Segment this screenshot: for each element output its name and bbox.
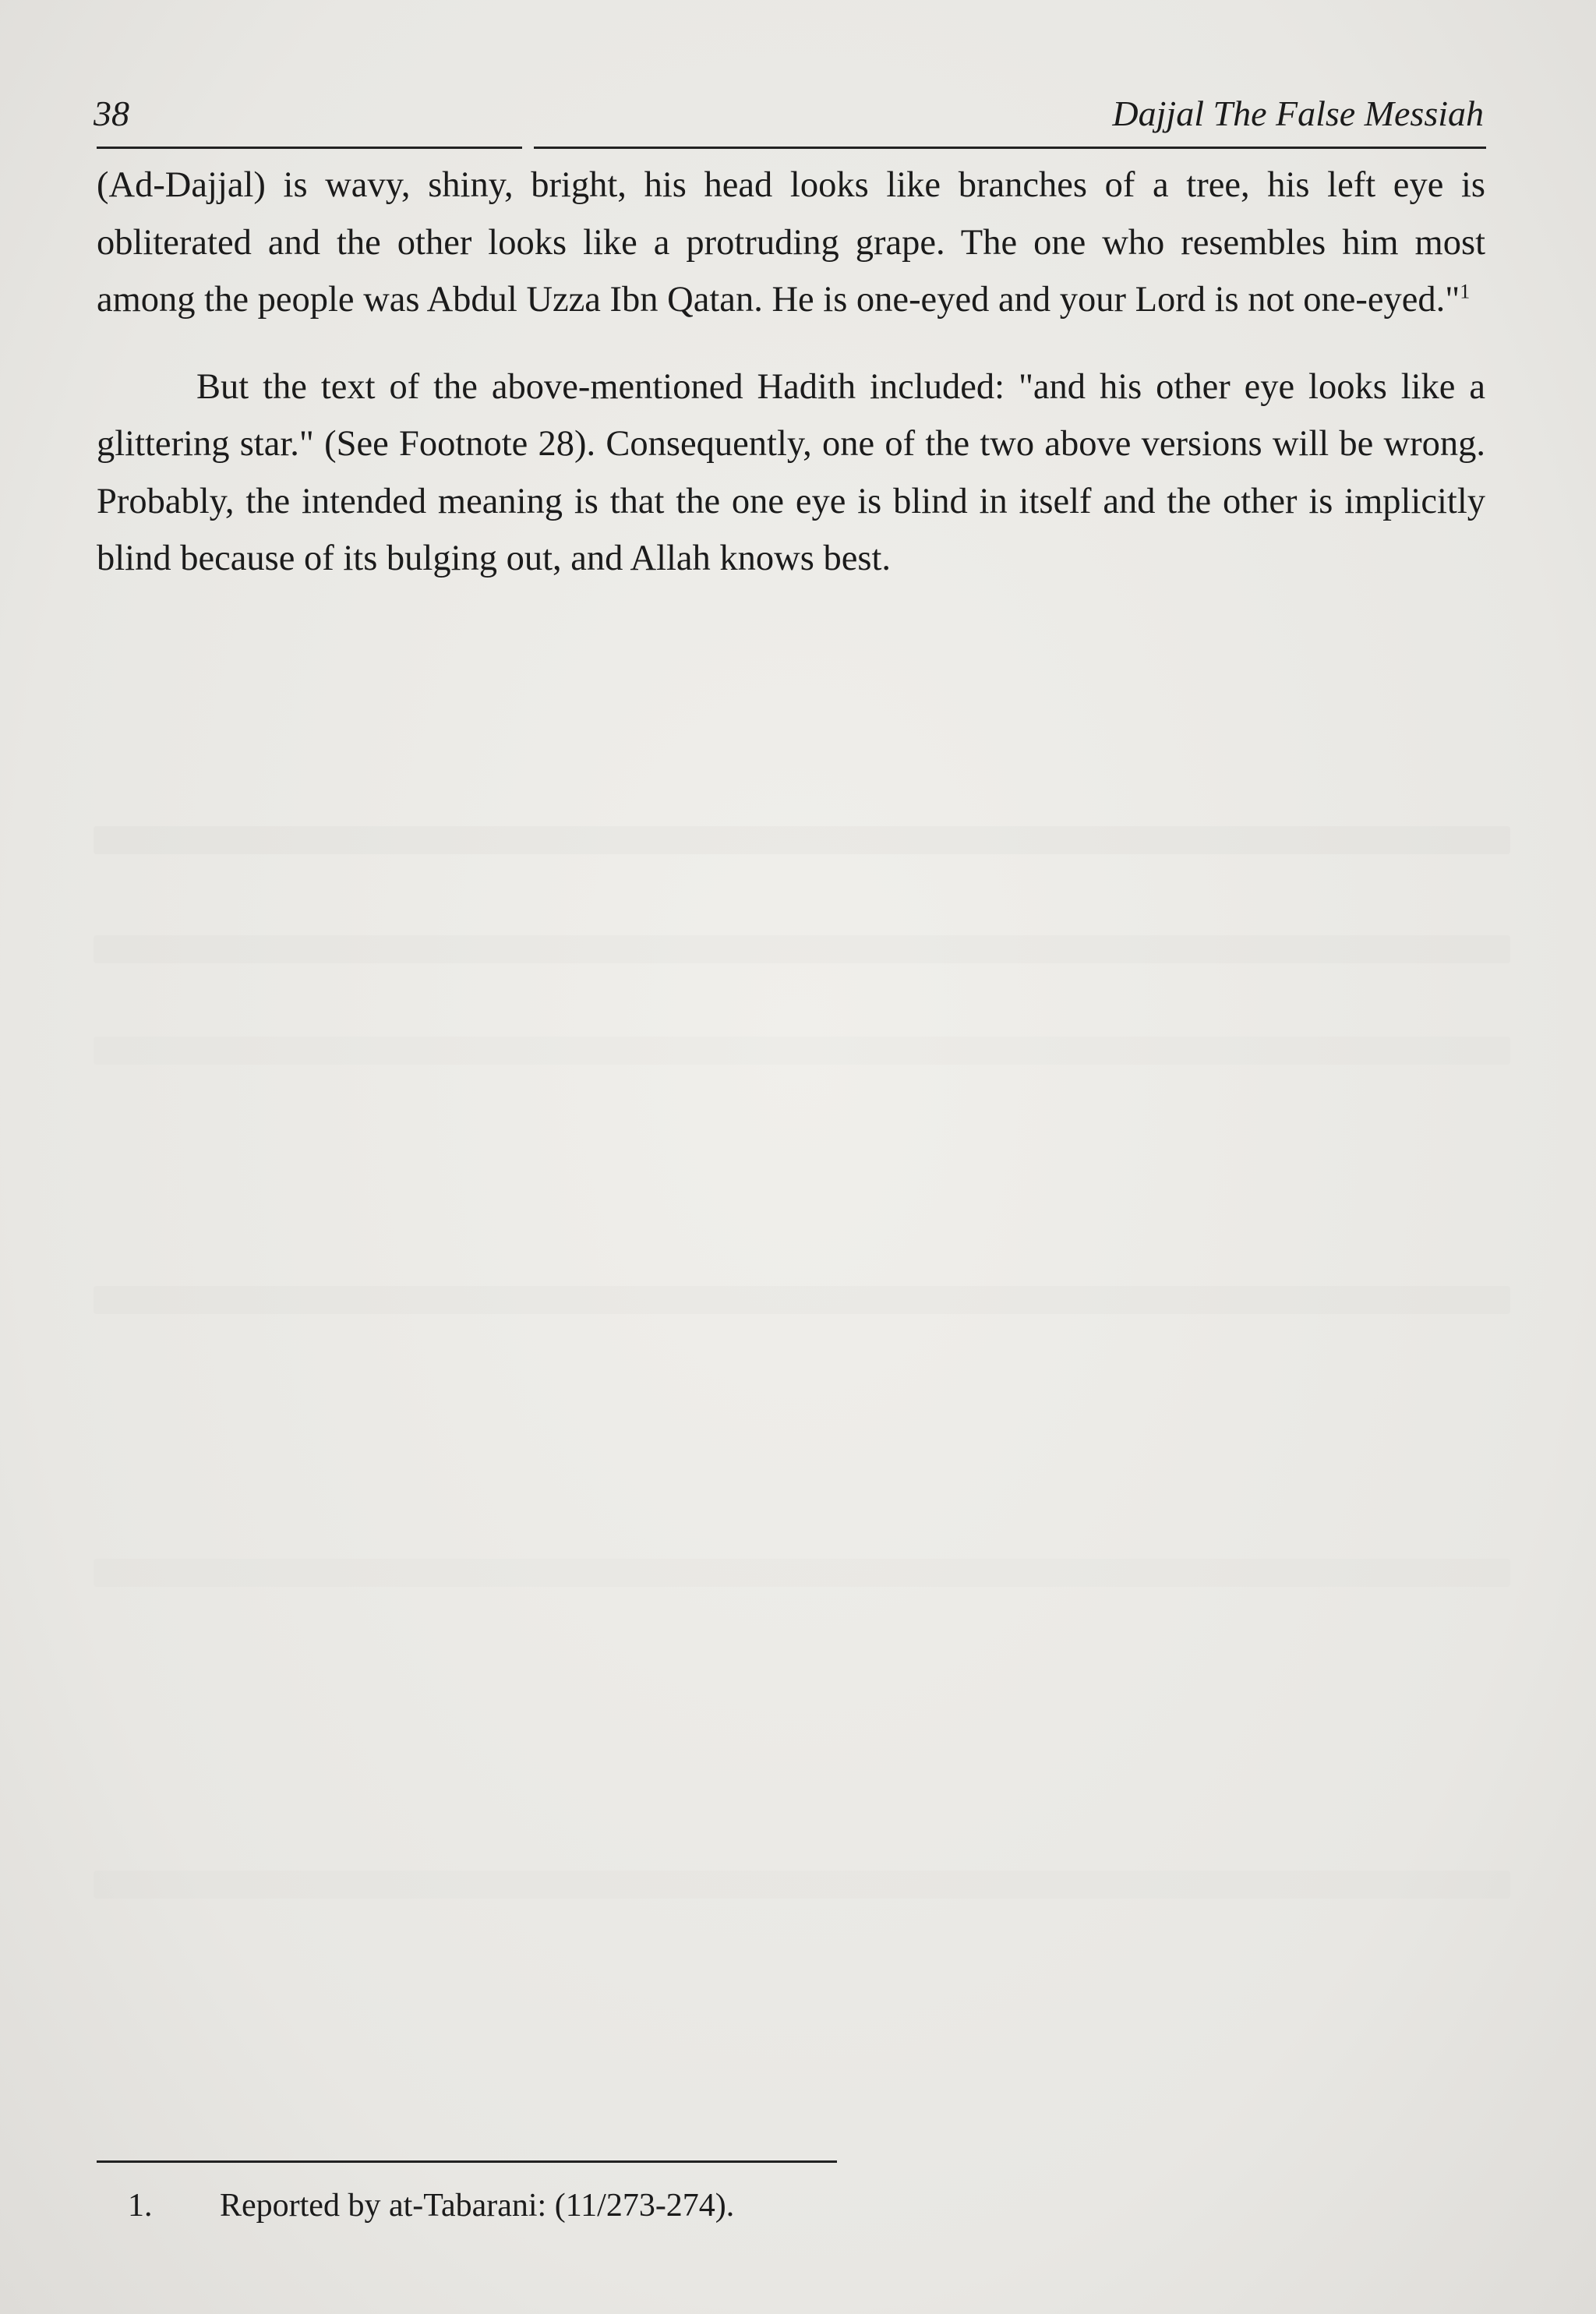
page-number: 38: [94, 94, 129, 133]
bleed-through-texture: [94, 826, 1510, 854]
header-rule: [97, 147, 522, 149]
footnote-rule: [97, 2160, 837, 2163]
bleed-through-texture: [94, 1559, 1510, 1587]
paragraph: But the text of the above-mentioned Hadith included: "and his other eye looks like a glittering star." (See Footnote 28). Consequently, one of the two above versions will be wrong. Probably, the intended meaning is that the one eye is blind in itself and the other is implicitly blind because of its bulging out, and Allah knows best.: [97, 366, 1485, 578]
bleed-through-texture: [94, 935, 1510, 963]
paragraph: [97, 157, 1485, 329]
paragraph-text: (Ad-Dajjal) is wavy, shiny, bright, his head looks like branches of a tree, his left eye is obliterated and the other looks like a protruding grape. The one who resembles him most among the people was Abdul Uzza Ibn Qatan. He is one-eyed and your Lord is not one-eyed.": [97, 165, 1485, 320]
header-rule: [534, 147, 1486, 149]
body-text: [97, 157, 1485, 588]
page-header: [94, 86, 1484, 142]
footnote-number: 1.: [128, 2188, 153, 2224]
bleed-through-texture: [94, 1286, 1510, 1314]
footnote: [128, 2182, 734, 2229]
running-title: Dajjal The False Messiah: [1112, 94, 1484, 133]
bleed-through-texture: [94, 1871, 1510, 1899]
footnote-reference: 1: [1460, 280, 1471, 303]
bleed-through-texture: [94, 1037, 1510, 1065]
footnote-text: Reported by at-Tabarani: (11/273-274).: [220, 2188, 735, 2224]
